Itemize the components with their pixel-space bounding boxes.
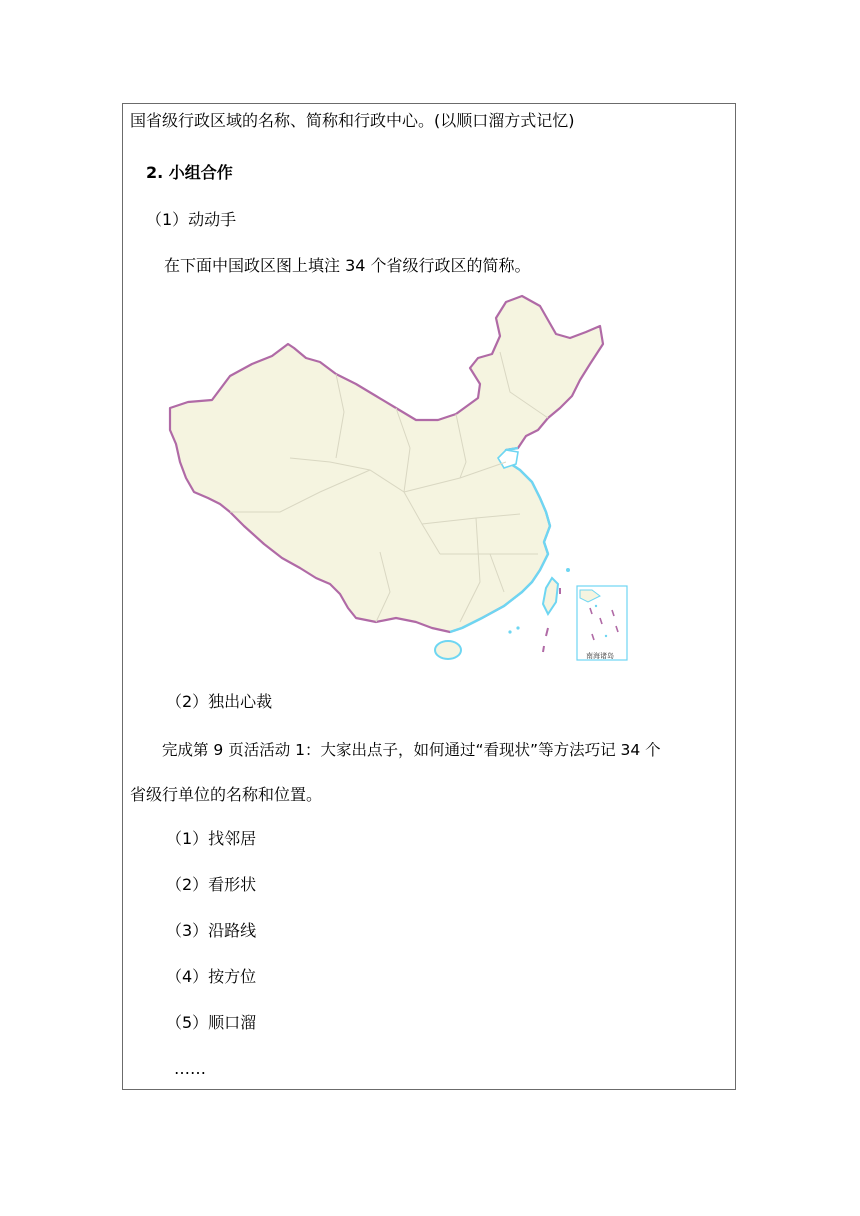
part2-label: （2）独出心裁 (166, 692, 273, 711)
part2-text-line1: 完成第 9 页活活动 1：大家出点子，如何通过“看现状”等方法巧记 34 个 (162, 741, 661, 759)
method-item: （3）沿路线 (166, 921, 257, 940)
part2-text-line2: 省级行单位的名称和位置。 (130, 785, 323, 804)
intro-line: 国省级行政区域的名称、简称和行政中心。(以顺口溜方式记忆) (130, 111, 575, 130)
china-map (160, 292, 630, 664)
inset-label: 南海诸岛 (586, 652, 614, 660)
part1-instruction: 在下面中国政区图上填注 34 个省级行政区的简称。 (164, 256, 531, 275)
part1-label: （1）动动手 (146, 210, 237, 229)
mainland-shape (170, 296, 603, 632)
taiwan-island (543, 578, 558, 614)
island-dot (566, 568, 570, 572)
hainan-island (435, 641, 461, 659)
island-dot (508, 630, 511, 633)
ellipsis: …… (174, 1059, 206, 1078)
island-dot (516, 626, 519, 629)
section-heading: 2. 小组合作 (146, 163, 233, 182)
method-item: （5）顺口溜 (166, 1013, 257, 1032)
method-item: （1）找邻居 (166, 829, 257, 848)
method-item: （2）看形状 (166, 875, 257, 894)
method-item: （4）按方位 (166, 967, 257, 986)
